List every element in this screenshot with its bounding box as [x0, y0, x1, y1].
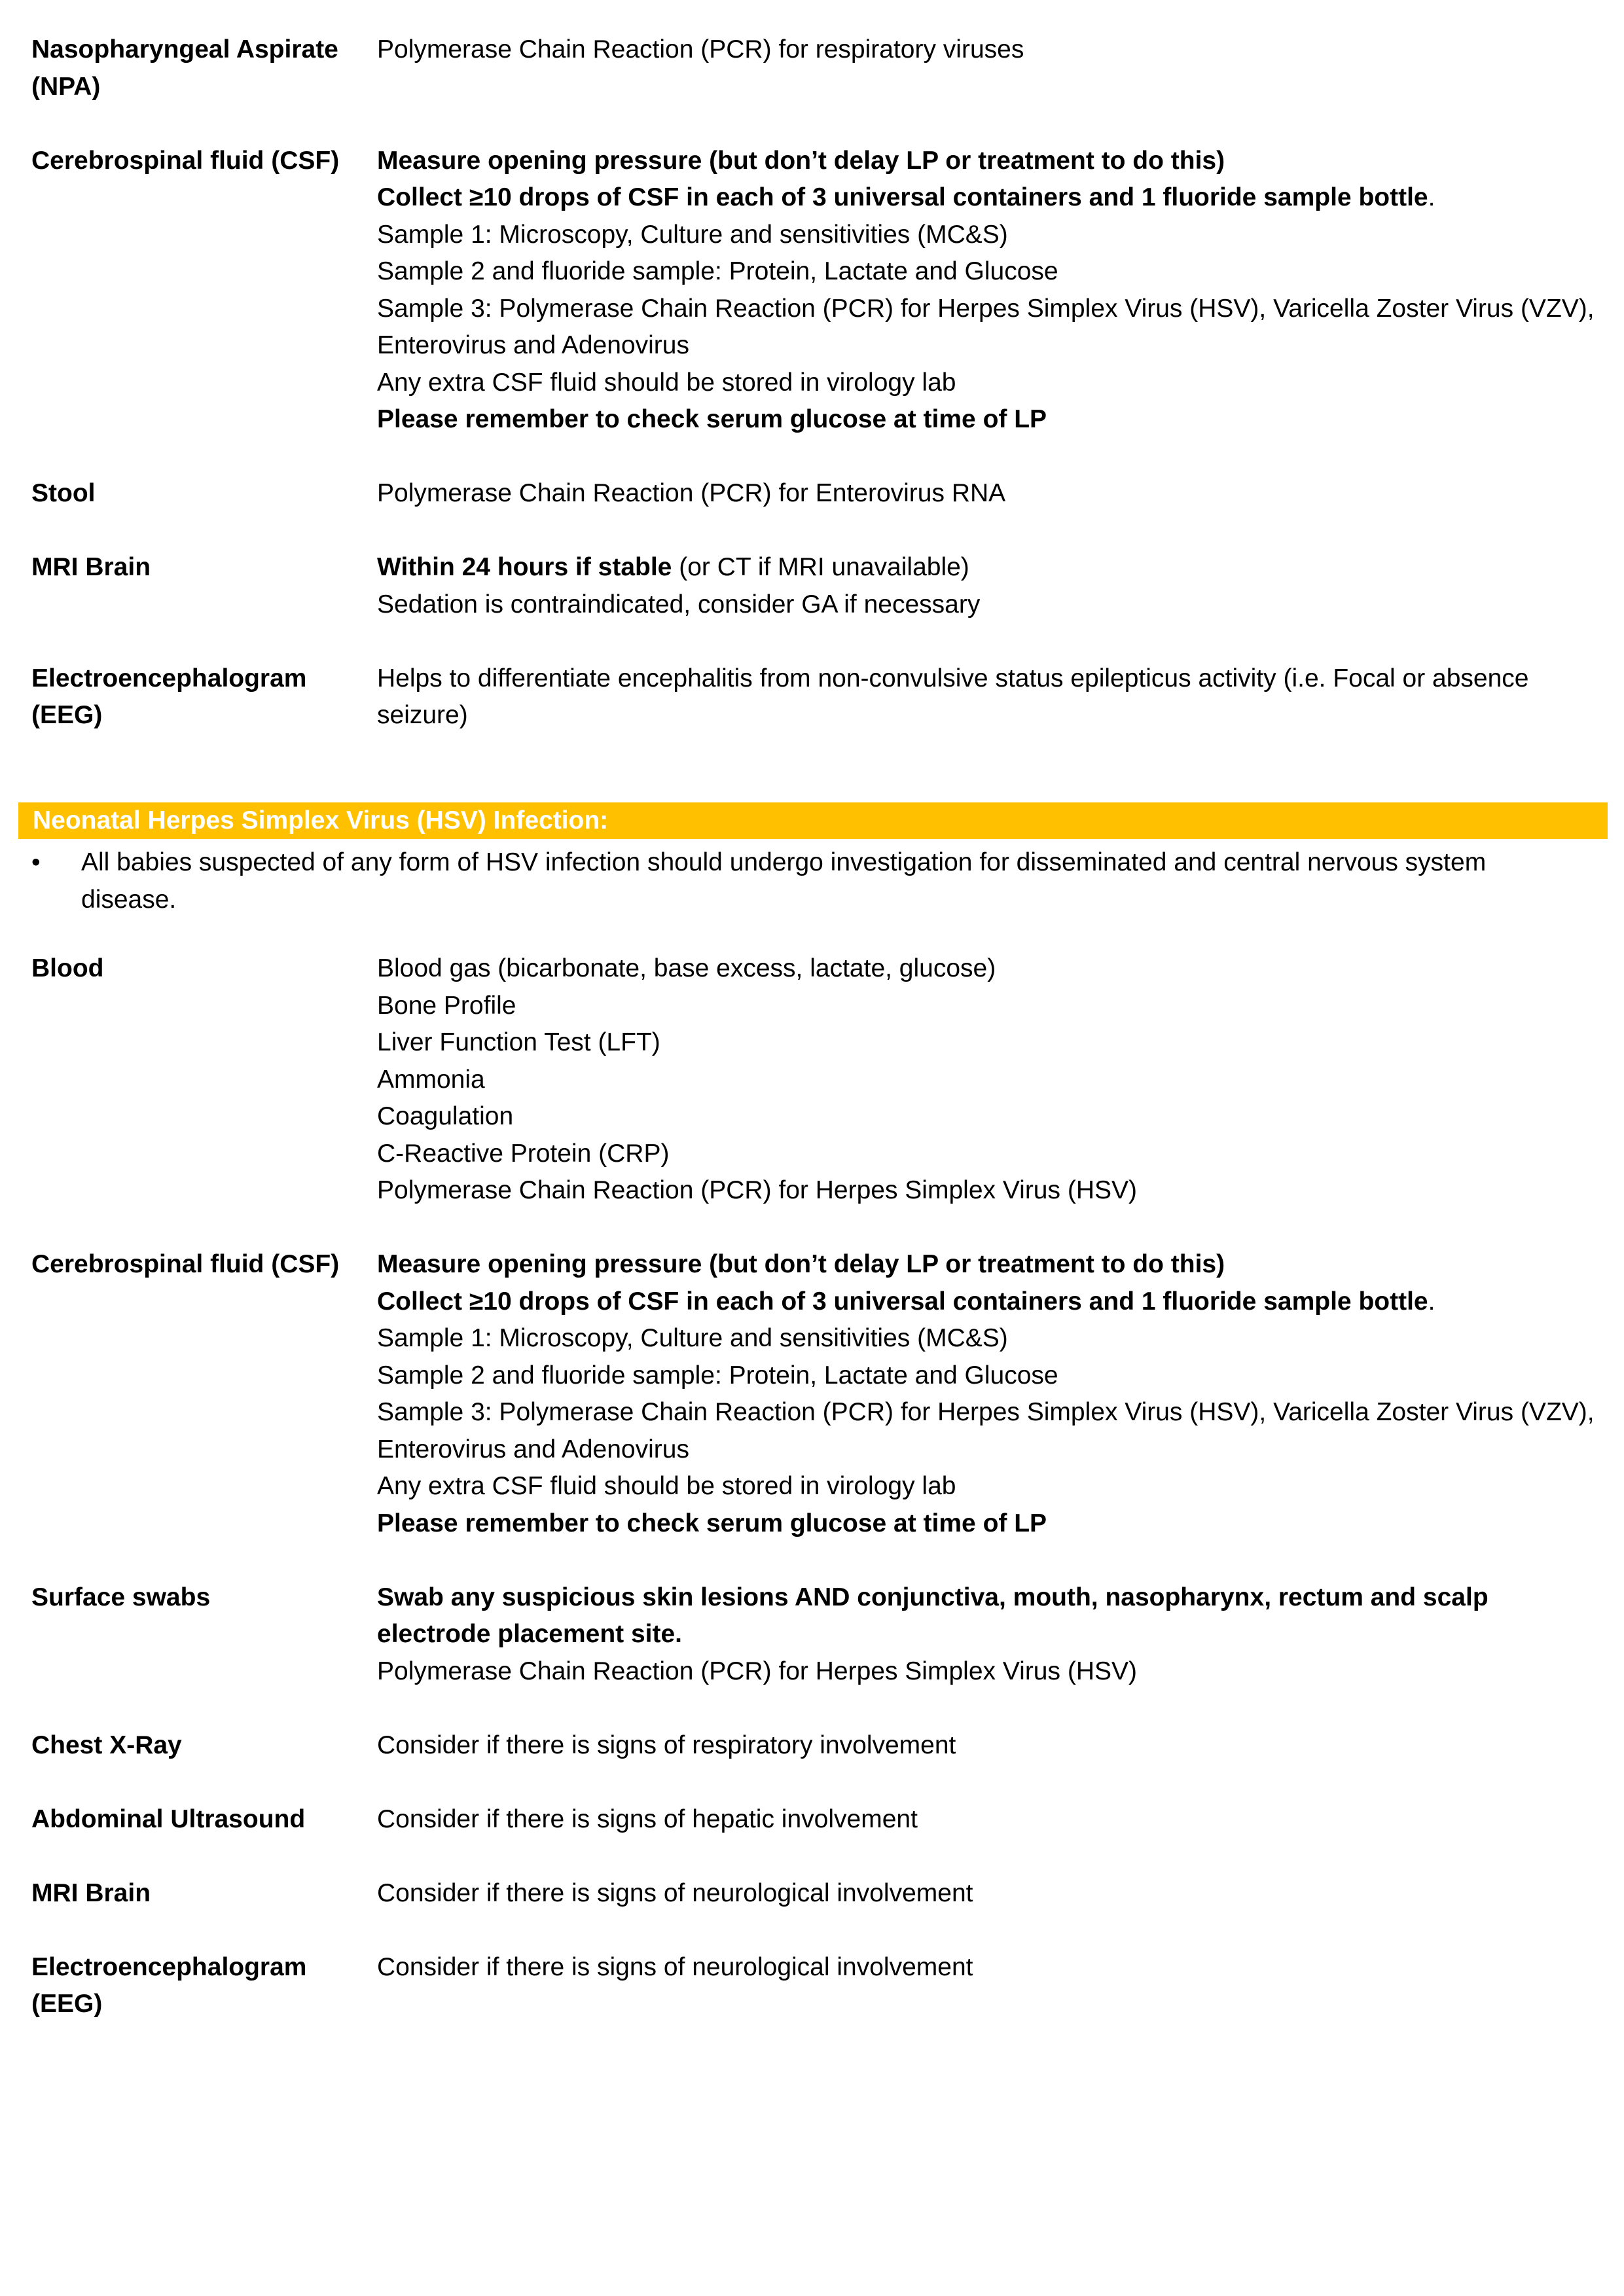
csf-extra: Any extra CSF fluid should be stored in virology lab [377, 368, 956, 397]
investigations-table-part1 [31, 31, 1602, 734]
row-surface-swabs [31, 1579, 1602, 1691]
row-abdominal-ultrasound [31, 1801, 1602, 1839]
csf-extra: Any extra CSF fluid should be stored in virology lab [377, 1472, 956, 1500]
csf-glucose-reminder: Please remember to check serum glucose at time of LP [377, 1509, 1047, 1537]
row-blood [31, 950, 1602, 1210]
swab-test: Polymerase Chain Reaction (PCR) for Herpes Simplex Virus (HSV) [377, 1657, 1137, 1685]
row-content [377, 950, 1602, 1210]
row-label: Electroencephalogram (EEG) [31, 664, 307, 729]
section-heading-hsv: Neonatal Herpes Simplex Virus (HSV) Infection: [18, 802, 1608, 839]
row-label: Abdominal Ultrasound [31, 1804, 306, 1833]
csf-opening-pressure: Measure opening pressure (but don’t delay LP or treatment to do this) [377, 1250, 1225, 1278]
row-label: Cerebrospinal fluid (CSF) [31, 1250, 340, 1278]
row-label: MRI Brain [31, 1878, 151, 1907]
row-content: Consider if there is signs of neurological involvement [377, 1952, 973, 1981]
blood-test-item: Coagulation [377, 1102, 514, 1130]
csf-opening-pressure: Measure opening pressure (but don’t delay LP or treatment to do this) [377, 146, 1225, 175]
row-content: Consider if there is signs of respiratory involvement [377, 1731, 956, 1759]
bullet-text: All babies suspected of any form of HSV infection should undergo investigation for disseminated and central nervous system disease. [81, 848, 1487, 914]
blood-test-item: Blood gas (bicarbonate, base excess, lactate, glucose) [377, 954, 996, 982]
row-stool [31, 475, 1602, 512]
csf-collect: Collect ≥10 drops of CSF in each of 3 universal containers and 1 fluoride sample bottle. [377, 183, 1435, 211]
row-content: Consider if there is signs of hepatic involvement [377, 1804, 918, 1833]
row-mri-brain [31, 1875, 1602, 1912]
row-mri-brain [31, 549, 1602, 623]
row-content [377, 1579, 1602, 1691]
bullet-icon: • [31, 848, 41, 876]
row-content: Polymerase Chain Reaction (PCR) for respiratory viruses [377, 35, 1024, 63]
csf-collect: Collect ≥10 drops of CSF in each of 3 universal containers and 1 fluoride sample bottle. [377, 1287, 1435, 1316]
row-label: Nasopharyngeal Aspirate (NPA) [31, 35, 338, 101]
row-label: Surface swabs [31, 1583, 211, 1611]
row-npa [31, 31, 1602, 105]
blood-test-item: Liver Function Test (LFT) [377, 1028, 660, 1056]
blood-test-item: Polymerase Chain Reaction (PCR) for Herpes Simplex Virus (HSV) [377, 1176, 1137, 1204]
row-label: Blood [31, 954, 104, 982]
row-content [377, 549, 1602, 623]
row-label: Cerebrospinal fluid (CSF) [31, 146, 340, 175]
swab-sites: Swab any suspicious skin lesions AND conjunctiva, mouth, nasopharynx, rectum and scalp electrode placement site. [377, 1583, 1489, 1648]
csf-sample-2: Sample 2 and fluoride sample: Protein, Lactate and Glucose [377, 257, 1058, 285]
investigations-table-hsv [31, 950, 1602, 2023]
row-chest-xray [31, 1727, 1602, 1765]
mri-timing: Within 24 hours if stable (or CT if MRI unavailable) [377, 553, 969, 581]
csf-sample-2: Sample 2 and fluoride sample: Protein, Lactate and Glucose [377, 1361, 1058, 1390]
row-eeg [31, 660, 1602, 734]
mri-sedation: Sedation is contraindicated, consider GA if necessary [377, 590, 981, 619]
row-content: Polymerase Chain Reaction (PCR) for Enterovirus RNA [377, 479, 1006, 507]
row-content [377, 1246, 1602, 1542]
row-label: MRI Brain [31, 553, 151, 581]
row-eeg [31, 1949, 1602, 2023]
row-content: Helps to differentiate encephalitis from non-convulsive status epilepticus activity (i.e. Focal or absence seizure) [377, 664, 1529, 729]
csf-sample-1: Sample 1: Microscopy, Culture and sensitivities (MC&S) [377, 1324, 1008, 1352]
csf-glucose-reminder: Please remember to check serum glucose at time of LP [377, 405, 1047, 433]
row-content [377, 143, 1602, 439]
row-csf [31, 143, 1602, 439]
row-label: Stool [31, 479, 96, 507]
row-label: Chest X-Ray [31, 1731, 182, 1759]
row-content: Consider if there is signs of neurological involvement [377, 1878, 973, 1907]
csf-sample-3: Sample 3: Polymerase Chain Reaction (PCR) for Herpes Simplex Virus (HSV), Varicella Zoster Virus (VZV), Enterovirus and Adenovirus [377, 1398, 1595, 1463]
csf-sample-3: Sample 3: Polymerase Chain Reaction (PCR) for Herpes Simplex Virus (HSV), Varicella Zoster Virus (VZV), Enterovirus and Adenovirus [377, 294, 1595, 359]
blood-test-item: Bone Profile [377, 991, 516, 1020]
row-label: Electroencephalogram (EEG) [31, 1952, 307, 2018]
blood-test-item: Ammonia [377, 1065, 485, 1094]
hsv-bullet-item [31, 844, 1583, 918]
blood-test-item: C-Reactive Protein (CRP) [377, 1139, 670, 1168]
csf-sample-1: Sample 1: Microscopy, Culture and sensitivities (MC&S) [377, 220, 1008, 249]
row-csf [31, 1246, 1602, 1542]
